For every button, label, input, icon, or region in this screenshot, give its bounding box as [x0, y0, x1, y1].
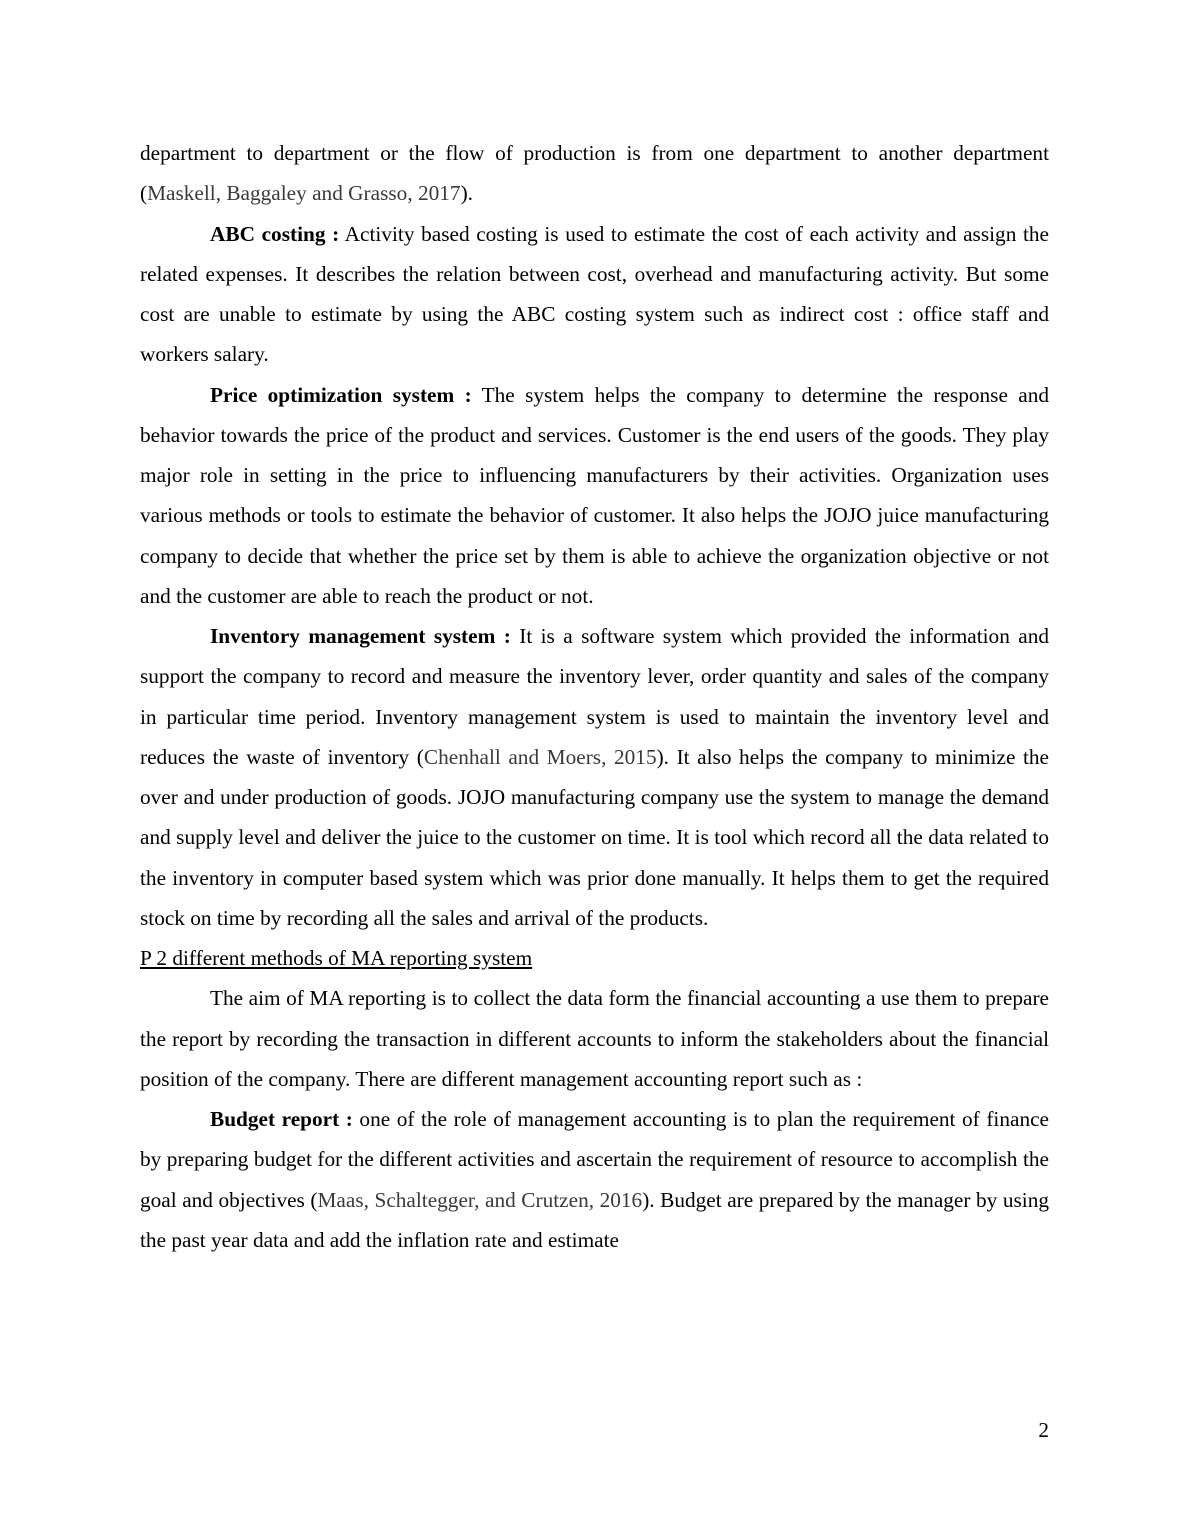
section-heading: P 2 different methods of MA reporting system — [140, 946, 533, 970]
paragraph-production-flow — [140, 133, 1049, 214]
page-number: 2 — [1038, 1418, 1049, 1442]
term-heading: ABC costing : — [210, 221, 340, 246]
paragraph-price-optimization — [140, 375, 1049, 617]
paragraph-text: Activity based costing is used to estimate the cost of each activity and assign the related expenses. It describes the relation between cost, overhead and manufacturing activity. But some cost are unable to estimate by using the ABC costing system such as indirect cost : office staff and workers salary. — [140, 221, 1049, 367]
paragraph-text: ). — [460, 181, 473, 206]
paragraph-text: The aim of MA reporting is to collect the data form the financial accounting a use them to prepare the report by recording the transaction in different accounts to inform the stakeholders about the financial position of the company. There are different management accounting report such as : — [140, 986, 1049, 1091]
paragraph-budget-report — [140, 1099, 1049, 1260]
term-heading: Price optimization system : — [210, 382, 472, 407]
citation: Maas, Schaltegger, and Crutzen, 2016 — [317, 1187, 643, 1212]
paragraph-ma-reporting — [140, 978, 1049, 1099]
term-heading: Inventory management system : — [210, 624, 511, 648]
paragraph-text: one of the role of management accounting is to plan the requirement of finance by preparing budget for the different activities and ascertain the requirement of resource to accomplish the goal and objectives ( — [140, 1107, 1049, 1212]
document-body — [140, 133, 1049, 1260]
citation: Chenhall and Moers, 2015 — [423, 744, 657, 769]
term-heading: Budget report : — [210, 1107, 353, 1131]
paragraph-abc-costing — [140, 214, 1049, 375]
paragraph-text: The system helps the company to determine the response and behavior towards the price of the product and services. Customer is the end users of the goods. They play major role in setting in the price to influencing manufacturers by their activities. Organization uses various methods or tools to estimate the behavior of customer. It also helps the JOJO juice manufacturing company to decide that whether the price set by them is able to achieve the organization objective or not and the customer are able to reach the product or not. — [140, 382, 1049, 608]
paragraph-text: department to department or the flow of production is from one department to another department ( — [140, 141, 1049, 206]
paragraph-text: ). It also helps the company to minimize the over and under production of goods. JOJO manufacturing company use the system to manage the demand and supply level and deliver the juice to the customer on time. It is tool which record all the data related to the inventory in computer based system which was prior done manually. It helps them to get the required stock on time by recording all the sales and arrival of the products. — [140, 744, 1049, 930]
paragraph-text: ). Budget are prepared by the manager by using the past year data and add the inflation rate and estimate — [140, 1187, 1050, 1252]
citation: Maskell, Baggaley and Grasso, 2017 — [147, 181, 461, 206]
paragraph-text: It is a software system which provided the information and support the company to record and measure the inventory lever, order quantity and sales of the company in particular time period. Inventory management system is used to maintain the inventory level and reduces the waste of inventory ( — [140, 624, 1049, 769]
paragraph-inventory-management — [140, 616, 1049, 938]
